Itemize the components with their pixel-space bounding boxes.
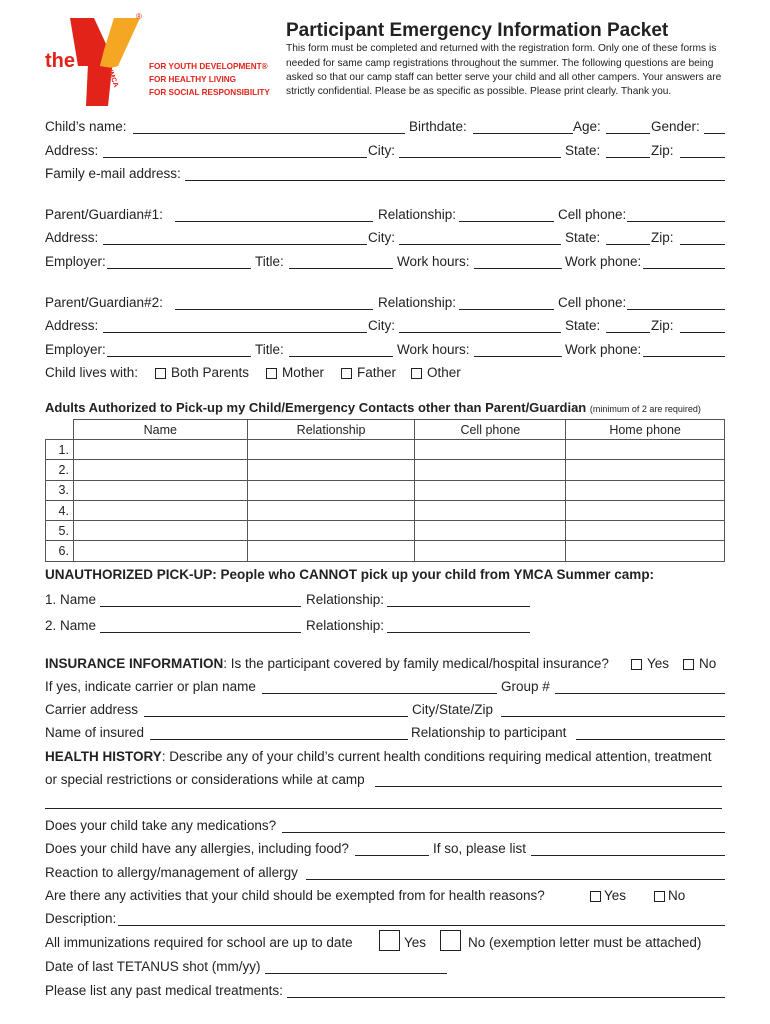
guardian1-city-label: City:: [368, 230, 395, 245]
unauth-name2-field[interactable]: [100, 632, 301, 633]
child-state-label: State:: [565, 143, 601, 158]
email-label: Family e-mail address:: [45, 166, 181, 181]
guardian1-employer-label: Employer:: [45, 254, 106, 269]
guardian2-zip-label: Zip:: [651, 318, 674, 333]
contact-home-phone-cell[interactable]: [566, 480, 725, 500]
page-title: Participant Emergency Information Packet: [286, 20, 669, 41]
birthdate-field[interactable]: [473, 133, 573, 134]
guardian2-workhours-label: Work hours:: [397, 342, 470, 357]
contact-cell-phone-cell[interactable]: [415, 480, 566, 500]
medications-label: Does your child take any medications?: [45, 818, 277, 833]
health-heading: [45, 749, 712, 764]
row-number: 5.: [46, 521, 74, 541]
child-address-field[interactable]: [103, 157, 367, 158]
child-zip-label: Zip:: [651, 143, 674, 158]
guardian1-title-field[interactable]: [289, 268, 393, 269]
header-relationship: Relationship: [247, 420, 415, 440]
intro-line-1: This form must be completed and returned with the registration form. Only one of these forms is: [286, 43, 717, 54]
treatments-field[interactable]: [287, 997, 725, 998]
intro-line-3: asked so that our camp staff can better serve your child and all other campers. Your answers are: [286, 72, 722, 83]
table-row: [46, 500, 725, 520]
guardian1-zip-field[interactable]: [680, 244, 725, 245]
guardian1-workphone-field[interactable]: [643, 268, 725, 269]
contacts-heading: [45, 400, 701, 415]
carrier-field[interactable]: [262, 693, 497, 694]
contact-cell-phone-cell[interactable]: [415, 500, 566, 520]
contact-home-phone-cell[interactable]: [566, 460, 725, 480]
immunizations-yes-checkbox[interactable]: [379, 930, 400, 951]
unauthorized-heading: [45, 567, 654, 582]
contact-cell-phone-cell[interactable]: [415, 460, 566, 480]
age-label: Age:: [573, 119, 601, 134]
contact-relationship-cell[interactable]: [247, 440, 415, 460]
contact-name-cell[interactable]: [73, 440, 247, 460]
father-checkbox[interactable]: [341, 368, 352, 379]
guardian2-cell-label: Cell phone:: [558, 295, 627, 310]
both-parents-label: Both Parents: [171, 365, 250, 380]
row-number: 1.: [46, 440, 74, 460]
insurance-question: : Is the participant covered by family medical/hospital insurance?: [223, 656, 609, 671]
contact-name-cell[interactable]: [73, 541, 247, 561]
unauthorized-heading-bold: UNAUTHORIZED PICK-UP:: [45, 567, 217, 582]
birthdate-label: Birthdate:: [409, 119, 467, 134]
if-so-label: If so, please list: [433, 841, 527, 856]
intro-line-2: needed for same camp registrations throughout the summer. The following questions are being: [286, 58, 714, 69]
guardian1-address-label: Address:: [45, 230, 99, 245]
guardian2-label: Parent/Guardian#2:: [45, 295, 163, 310]
guardian1-name-field[interactable]: [175, 221, 373, 222]
contact-name-cell[interactable]: [73, 521, 247, 541]
medications-field[interactable]: [282, 832, 725, 833]
guardian1-relationship-label: Relationship:: [378, 207, 457, 222]
header-name: Name: [73, 420, 247, 440]
restrictions-field[interactable]: [375, 786, 722, 787]
unauth-name2-label: 2. Name: [45, 618, 97, 633]
description-label: Description:: [45, 911, 117, 926]
guardian2-address-label: Address:: [45, 318, 99, 333]
contacts-header-row: [46, 420, 725, 440]
restrictions-label: or special restrictions or considerations while at camp: [45, 772, 365, 787]
guardian1-city-field[interactable]: [399, 244, 561, 245]
guardian1-cell-field[interactable]: [627, 221, 725, 222]
guardian1-cell-label: Cell phone:: [558, 207, 627, 222]
other-checkbox[interactable]: [411, 368, 422, 379]
unauthorized-heading-rest: People who CANNOT pick up your child from YMCA Summer camp:: [216, 567, 655, 582]
immunizations-no-checkbox[interactable]: [440, 930, 461, 951]
guardian2-title-field[interactable]: [289, 356, 393, 357]
immunizations-no-label: No (exemption letter must be attached): [468, 935, 702, 950]
contact-relationship-cell[interactable]: [247, 500, 415, 520]
guardian1-state-label: State:: [565, 230, 601, 245]
guardian2-employer-label: Employer:: [45, 342, 106, 357]
city-state-zip-field[interactable]: [501, 716, 725, 717]
header-cell-phone: Cell phone: [415, 420, 566, 440]
health-describe: : Describe any of your child’s current health conditions requiring medical attention, treatment: [161, 749, 712, 764]
insured-relationship-label: Relationship to participant: [411, 725, 567, 740]
contacts-note: (minimum of 2 are required): [589, 404, 701, 414]
row-number: 4.: [46, 500, 74, 520]
city-state-zip-label: City/State/Zip: [412, 702, 494, 717]
contact-name-cell[interactable]: [73, 460, 247, 480]
contact-home-phone-cell[interactable]: [566, 440, 725, 460]
logo-tagline-2: FOR HEALTHY LIVING: [149, 75, 237, 84]
contact-cell-phone-cell[interactable]: [415, 541, 566, 561]
insurance-yes-label: Yes: [647, 656, 670, 671]
restrictions-field-2[interactable]: [45, 808, 722, 809]
guardian2-state-label: State:: [565, 318, 601, 333]
gender-label: Gender:: [651, 119, 700, 134]
row-number: 2.: [46, 460, 74, 480]
contact-name-cell[interactable]: [73, 480, 247, 500]
insured-field[interactable]: [150, 739, 408, 740]
table-row: [46, 521, 725, 541]
contact-relationship-cell[interactable]: [247, 521, 415, 541]
health-heading-bold: HEALTH HISTORY: [45, 749, 162, 764]
guardian1-workhours-label: Work hours:: [397, 254, 470, 269]
contact-home-phone-cell[interactable]: [566, 541, 725, 561]
allergies-field[interactable]: [355, 855, 429, 856]
unauth-name1-field[interactable]: [100, 606, 301, 607]
mother-checkbox[interactable]: [266, 368, 277, 379]
child-name-field[interactable]: [133, 133, 405, 134]
intro-line-4: strictly confidential. Please be as specific as possible. Please print clearly. Thank you.: [286, 86, 672, 97]
exempt-yes-checkbox[interactable]: [590, 891, 601, 902]
guardian1-state-field[interactable]: [606, 244, 650, 245]
child-address-label: Address:: [45, 143, 99, 158]
table-row: [46, 541, 725, 561]
contact-cell-phone-cell[interactable]: [415, 440, 566, 460]
contact-relationship-cell[interactable]: [247, 460, 415, 480]
allergies-label: Does your child have any allergies, including food?: [45, 841, 349, 856]
guardian1-workhours-field[interactable]: [474, 268, 562, 269]
mother-label: Mother: [282, 365, 325, 380]
guardian2-state-field[interactable]: [606, 332, 650, 333]
guardian2-name-field[interactable]: [175, 309, 373, 310]
header-home-phone: Home phone: [566, 420, 725, 440]
insured-label: Name of insured: [45, 725, 145, 740]
guardian2-workphone-label: Work phone:: [565, 342, 642, 357]
contact-relationship-cell[interactable]: [247, 541, 415, 561]
allergies-list-field[interactable]: [531, 855, 725, 856]
guardian2-city-label: City:: [368, 318, 395, 333]
table-row: [46, 480, 725, 500]
email-field[interactable]: [185, 180, 725, 181]
logo-tagline-3: FOR SOCIAL RESPONSIBILITY: [149, 88, 270, 97]
row-number: 6.: [46, 541, 74, 561]
logo-ymca: YMCA: [105, 66, 120, 89]
guardian2-workhours-field[interactable]: [474, 356, 562, 357]
unauth-rel2-field[interactable]: [387, 632, 530, 633]
contacts-heading-text: Adults Authorized to Pick-up my Child/Emergency Contacts other than Parent/Guardian: [45, 400, 587, 415]
guardian2-title-label: Title:: [255, 342, 284, 357]
exempt-label: Are there any activities that your child should be exempted from for health reasons?: [45, 888, 545, 903]
guardian2-address-field[interactable]: [103, 332, 367, 333]
guardian1-zip-label: Zip:: [651, 230, 674, 245]
carrier-address-label: Carrier address: [45, 702, 139, 717]
immunizations-label: All immunizations required for school are up to date: [45, 935, 353, 950]
table-row: [46, 440, 725, 460]
guardian1-relationship-field[interactable]: [459, 221, 554, 222]
logo-tagline-1: FOR YOUTH DEVELOPMENT®: [149, 62, 268, 71]
lives-with-label: Child lives with:: [45, 365, 139, 380]
other-label: Other: [427, 365, 461, 380]
guardian1-label: Parent/Guardian#1:: [45, 207, 163, 222]
exempt-no-label: No: [668, 888, 686, 903]
registered-mark: ®: [136, 12, 142, 21]
guardian1-employer-field[interactable]: [107, 268, 251, 269]
guardian1-title-label: Title:: [255, 254, 284, 269]
immunizations-yes-label: Yes: [404, 935, 427, 950]
treatments-label: Please list any past medical treatments:: [45, 983, 283, 998]
guardian2-cell-field[interactable]: [627, 309, 725, 310]
description-field[interactable]: [118, 925, 725, 926]
tetanus-field[interactable]: [265, 973, 447, 974]
insurance-yes-checkbox[interactable]: [631, 659, 642, 670]
group-label: Group #: [501, 679, 550, 694]
contact-name-cell[interactable]: [73, 500, 247, 520]
guardian1-address-field[interactable]: [103, 244, 367, 245]
gender-field[interactable]: [704, 133, 725, 134]
unauth-rel2-label: Relationship:: [306, 618, 385, 633]
contact-relationship-cell[interactable]: [247, 480, 415, 500]
contact-home-phone-cell[interactable]: [566, 500, 725, 520]
header-num: [46, 420, 74, 440]
carrier-address-field[interactable]: [144, 716, 408, 717]
child-city-label: City:: [368, 143, 395, 158]
insurance-no-label: No: [699, 656, 717, 671]
reaction-field[interactable]: [306, 879, 725, 880]
insured-relationship-field[interactable]: [576, 739, 725, 740]
guardian2-relationship-label: Relationship:: [378, 295, 457, 310]
table-row: [46, 460, 725, 480]
guardian2-relationship-field[interactable]: [459, 309, 554, 310]
guardian1-workphone-label: Work phone:: [565, 254, 642, 269]
exempt-yes-label: Yes: [604, 888, 627, 903]
contact-cell-phone-cell[interactable]: [415, 521, 566, 541]
child-city-field[interactable]: [399, 157, 561, 158]
insurance-no-checkbox[interactable]: [683, 659, 694, 670]
guardian2-employer-field[interactable]: [107, 356, 251, 357]
carrier-label: If yes, indicate carrier or plan name: [45, 679, 256, 694]
insurance-heading-bold: INSURANCE INFORMATION: [45, 656, 224, 671]
contact-home-phone-cell[interactable]: [566, 521, 725, 541]
reaction-label: Reaction to allergy/management of allergy: [45, 865, 298, 880]
contacts-table: [45, 419, 725, 562]
row-number: 3.: [46, 480, 74, 500]
age-field[interactable]: [606, 133, 650, 134]
both-parents-checkbox[interactable]: [155, 368, 166, 379]
group-field[interactable]: [555, 693, 725, 694]
guardian2-zip-field[interactable]: [680, 332, 725, 333]
unauth-name1-label: 1. Name: [45, 592, 97, 607]
father-label: Father: [357, 365, 397, 380]
unauth-rel1-label: Relationship:: [306, 592, 385, 607]
child-state-field[interactable]: [606, 157, 650, 158]
logo-the: the: [45, 50, 75, 72]
tetanus-label: Date of last TETANUS shot (mm/yy): [45, 959, 261, 974]
exempt-no-checkbox[interactable]: [654, 891, 665, 902]
child-zip-field[interactable]: [680, 157, 725, 158]
insurance-heading: [45, 656, 609, 671]
guardian2-city-field[interactable]: [399, 332, 561, 333]
guardian2-workphone-field[interactable]: [643, 356, 725, 357]
child-name-label: Child’s name:: [45, 119, 127, 134]
unauth-rel1-field[interactable]: [387, 606, 530, 607]
